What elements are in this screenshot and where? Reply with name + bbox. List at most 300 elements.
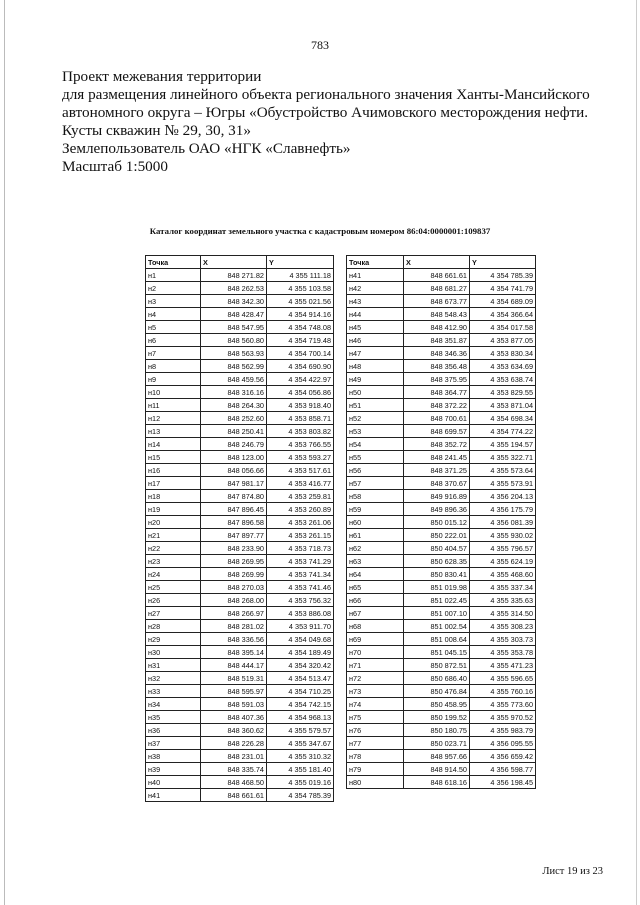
- table-row: [347, 620, 536, 633]
- cell-point: н6: [146, 334, 201, 347]
- table-row: [347, 477, 536, 490]
- cell-x: 848 316.16: [201, 386, 267, 399]
- table-row: [146, 607, 334, 620]
- cell-y: 4 353 830.34: [470, 347, 536, 360]
- table-row: [146, 789, 334, 802]
- cell-point: н13: [146, 425, 201, 438]
- cell-y: 4 355 471.23: [470, 659, 536, 672]
- table-row: [146, 451, 334, 464]
- column-header-point: Точка: [146, 256, 201, 269]
- cell-x: 848 364.77: [404, 386, 470, 399]
- cell-y: 4 354 968.13: [267, 711, 334, 724]
- cell-point: н54: [347, 438, 404, 451]
- cell-x: 851 045.15: [404, 646, 470, 659]
- table-row: [146, 581, 334, 594]
- cell-x: 848 700.61: [404, 412, 470, 425]
- cell-y: 4 353 260.89: [267, 503, 334, 516]
- table-row: [146, 373, 334, 386]
- table-row: [347, 568, 536, 581]
- cell-x: 850 015.12: [404, 516, 470, 529]
- table-row: [347, 529, 536, 542]
- table-row: [347, 555, 536, 568]
- cell-y: 4 354 422.97: [267, 373, 334, 386]
- cell-point: н55: [347, 451, 404, 464]
- cell-y: 4 354 049.68: [267, 633, 334, 646]
- cell-x: 850 458.95: [404, 698, 470, 711]
- table-row: [347, 451, 536, 464]
- table-row: [146, 386, 334, 399]
- heading-line: Кусты скважин № 29, 30, 31»: [62, 122, 251, 139]
- cell-y: 4 353 918.40: [267, 399, 334, 412]
- cell-point: н2: [146, 282, 201, 295]
- cell-y: 4 355 970.52: [470, 711, 536, 724]
- cell-x: 848 412.90: [404, 321, 470, 334]
- cell-x: 849 896.36: [404, 503, 470, 516]
- cell-y: 4 355 335.63: [470, 594, 536, 607]
- table-row: [347, 334, 536, 347]
- cell-y: 4 353 871.04: [470, 399, 536, 412]
- cell-point: н38: [146, 750, 201, 763]
- cell-x: 847 981.17: [201, 477, 267, 490]
- cell-y: 4 355 573.91: [470, 477, 536, 490]
- table-row: [146, 295, 334, 308]
- cell-y: 4 355 983.79: [470, 724, 536, 737]
- cell-x: 851 019.98: [404, 581, 470, 594]
- cell-x: 848 250.41: [201, 425, 267, 438]
- cell-x: 848 246.79: [201, 438, 267, 451]
- heading-line: автономного округа – Югры «Обустройство Ачимовского месторождения нефти.: [62, 104, 589, 121]
- cell-x: 848 352.72: [404, 438, 470, 451]
- table-row: [146, 308, 334, 321]
- cell-x: 848 673.77: [404, 295, 470, 308]
- cell-point: н58: [347, 490, 404, 503]
- cell-x: 848 375.95: [404, 373, 470, 386]
- cell-x: 850 023.71: [404, 737, 470, 750]
- column-header-point: Точка: [347, 256, 404, 269]
- table-row: [347, 607, 536, 620]
- cell-x: 848 056.66: [201, 464, 267, 477]
- cell-x: 848 681.27: [404, 282, 470, 295]
- cell-x: 848 548.43: [404, 308, 470, 321]
- cell-y: 4 354 366.64: [470, 308, 536, 321]
- table-row: [347, 438, 536, 451]
- cell-point: н78: [347, 750, 404, 763]
- cell-x: 851 007.10: [404, 607, 470, 620]
- cell-y: 4 354 698.34: [470, 412, 536, 425]
- cell-y: 4 355 353.78: [470, 646, 536, 659]
- cell-point: н31: [146, 659, 201, 672]
- table-row: [347, 490, 536, 503]
- cell-point: н12: [146, 412, 201, 425]
- cell-point: н50: [347, 386, 404, 399]
- cell-y: 4 354 690.90: [267, 360, 334, 373]
- cell-point: н60: [347, 516, 404, 529]
- cell-point: н10: [146, 386, 201, 399]
- cell-y: 4 353 829.55: [470, 386, 536, 399]
- cell-x: 851 002.54: [404, 620, 470, 633]
- cell-y: 4 353 261.06: [267, 516, 334, 529]
- cell-x: 848 407.36: [201, 711, 267, 724]
- cell-point: н30: [146, 646, 201, 659]
- cell-x: 848 269.95: [201, 555, 267, 568]
- cell-point: н39: [146, 763, 201, 776]
- cell-x: 848 468.50: [201, 776, 267, 789]
- cell-y: 4 354 700.14: [267, 347, 334, 360]
- table-row: [146, 724, 334, 737]
- cell-point: н14: [146, 438, 201, 451]
- table-row: [347, 737, 536, 750]
- cell-point: н70: [347, 646, 404, 659]
- cell-point: н22: [146, 542, 201, 555]
- table-row: [146, 321, 334, 334]
- cell-x: 848 351.87: [404, 334, 470, 347]
- cell-x: 848 268.00: [201, 594, 267, 607]
- cell-x: 848 661.61: [201, 789, 267, 802]
- table-row: [347, 542, 536, 555]
- cell-x: 848 336.56: [201, 633, 267, 646]
- cell-point: н5: [146, 321, 201, 334]
- heading-line: Проект межевания территории: [62, 68, 262, 85]
- page-number: 783: [311, 38, 329, 52]
- cell-point: н75: [347, 711, 404, 724]
- cell-y: 4 355 596.65: [470, 672, 536, 685]
- cell-y: 4 354 189.49: [267, 646, 334, 659]
- cell-x: 848 519.31: [201, 672, 267, 685]
- cell-x: 848 618.16: [404, 776, 470, 789]
- cell-point: н66: [347, 594, 404, 607]
- cell-x: 847 896.45: [201, 503, 267, 516]
- cell-point: н27: [146, 607, 201, 620]
- cell-x: 848 252.60: [201, 412, 267, 425]
- cell-y: 4 356 175.79: [470, 503, 536, 516]
- cell-point: н33: [146, 685, 201, 698]
- cell-y: 4 353 741.46: [267, 581, 334, 594]
- cell-y: 4 355 347.67: [267, 737, 334, 750]
- cell-y: 4 355 322.71: [470, 451, 536, 464]
- cell-point: н34: [146, 698, 201, 711]
- heading-line: Землепользователь ОАО «НГК «Славнефть»: [62, 140, 351, 157]
- cell-point: н73: [347, 685, 404, 698]
- table-row: [347, 347, 536, 360]
- table-row: [347, 698, 536, 711]
- table-row: [146, 698, 334, 711]
- table-row: [146, 464, 334, 477]
- table-row: [146, 620, 334, 633]
- cell-x: 848 269.99: [201, 568, 267, 581]
- cell-x: 848 560.80: [201, 334, 267, 347]
- table-row: [347, 464, 536, 477]
- scan-edge-left: [4, 0, 5, 905]
- cell-point: н32: [146, 672, 201, 685]
- cell-x: 848 591.03: [201, 698, 267, 711]
- cell-point: н43: [347, 295, 404, 308]
- table-row: [347, 646, 536, 659]
- table-row: [146, 503, 334, 516]
- cell-x: 848 661.61: [404, 269, 470, 282]
- cell-x: 848 914.50: [404, 763, 470, 776]
- heading-line: Масштаб 1:5000: [62, 158, 168, 175]
- cell-point: н21: [146, 529, 201, 542]
- cell-x: 848 371.25: [404, 464, 470, 477]
- cell-y: 4 353 741.29: [267, 555, 334, 568]
- cell-x: 848 123.00: [201, 451, 267, 464]
- cell-y: 4 355 314.50: [470, 607, 536, 620]
- cell-y: 4 355 760.16: [470, 685, 536, 698]
- cell-x: 848 563.93: [201, 347, 267, 360]
- cell-y: 4 355 181.40: [267, 763, 334, 776]
- cell-y: 4 353 766.55: [267, 438, 334, 451]
- cell-point: н11: [146, 399, 201, 412]
- table-row: [146, 633, 334, 646]
- scan-edge-right: [636, 0, 637, 905]
- cell-point: н16: [146, 464, 201, 477]
- cell-x: 851 008.64: [404, 633, 470, 646]
- table-row: [347, 711, 536, 724]
- cell-y: 4 356 204.13: [470, 490, 536, 503]
- table-row: [347, 295, 536, 308]
- table-row: [347, 594, 536, 607]
- cell-x: 850 222.01: [404, 529, 470, 542]
- cell-x: 848 372.22: [404, 399, 470, 412]
- cell-x: 848 264.30: [201, 399, 267, 412]
- table-row: [146, 776, 334, 789]
- cell-point: н17: [146, 477, 201, 490]
- cell-x: 848 595.97: [201, 685, 267, 698]
- cell-x: 850 830.41: [404, 568, 470, 581]
- cell-x: 848 547.95: [201, 321, 267, 334]
- cell-x: 848 356.48: [404, 360, 470, 373]
- sheet-footer: Лист 19 из 23: [542, 866, 603, 877]
- cell-x: 847 896.58: [201, 516, 267, 529]
- cell-point: н77: [347, 737, 404, 750]
- cell-point: н36: [146, 724, 201, 737]
- cell-y: 4 355 573.64: [470, 464, 536, 477]
- table-row: [146, 711, 334, 724]
- cell-x: 848 459.56: [201, 373, 267, 386]
- cell-y: 4 355 468.60: [470, 568, 536, 581]
- table-row: [347, 399, 536, 412]
- cell-y: 4 353 911.70: [267, 620, 334, 633]
- cell-y: 4 354 785.39: [470, 269, 536, 282]
- cell-y: 4 354 513.47: [267, 672, 334, 685]
- catalog-title: Каталог координат земельного участка с кадастровым номером 86:04:0000001:109837: [149, 226, 491, 236]
- cell-point: н24: [146, 568, 201, 581]
- table-row: [347, 269, 536, 282]
- table-row: [347, 633, 536, 646]
- cell-point: н41: [347, 269, 404, 282]
- table-header-row: [146, 256, 334, 269]
- cell-point: н48: [347, 360, 404, 373]
- cell-x: 850 404.57: [404, 542, 470, 555]
- cell-point: н35: [146, 711, 201, 724]
- cell-x: 850 686.40: [404, 672, 470, 685]
- cell-x: 850 872.51: [404, 659, 470, 672]
- cell-point: н62: [347, 542, 404, 555]
- cell-y: 4 355 579.57: [267, 724, 334, 737]
- cell-y: 4 353 593.27: [267, 451, 334, 464]
- cell-y: 4 354 742.15: [267, 698, 334, 711]
- column-header-x: X: [201, 256, 267, 269]
- cell-point: н7: [146, 347, 201, 360]
- cell-x: 848 335.74: [201, 763, 267, 776]
- cell-y: 4 353 803.82: [267, 425, 334, 438]
- table-row: [146, 477, 334, 490]
- project-heading: [62, 68, 622, 176]
- cell-point: н42: [347, 282, 404, 295]
- cell-y: 4 353 634.69: [470, 360, 536, 373]
- cell-y: 4 355 773.60: [470, 698, 536, 711]
- cell-y: 4 355 303.73: [470, 633, 536, 646]
- cell-x: 848 271.82: [201, 269, 267, 282]
- table-row: [146, 438, 334, 451]
- cell-y: 4 354 689.09: [470, 295, 536, 308]
- cell-point: н41: [146, 789, 201, 802]
- cell-point: н69: [347, 633, 404, 646]
- cell-x: 848 233.90: [201, 542, 267, 555]
- cell-point: н59: [347, 503, 404, 516]
- table-row: [347, 724, 536, 737]
- cell-point: н37: [146, 737, 201, 750]
- table-row: [347, 659, 536, 672]
- cell-point: н45: [347, 321, 404, 334]
- cell-point: н47: [347, 347, 404, 360]
- cell-y: 4 353 259.81: [267, 490, 334, 503]
- cell-point: н46: [347, 334, 404, 347]
- table-row: [146, 763, 334, 776]
- table-row: [146, 412, 334, 425]
- cell-point: н65: [347, 581, 404, 594]
- table-row: [146, 360, 334, 373]
- cell-x: 848 360.62: [201, 724, 267, 737]
- cell-y: 4 355 103.58: [267, 282, 334, 295]
- cell-y: 4 354 710.25: [267, 685, 334, 698]
- table-row: [146, 269, 334, 282]
- cell-point: н53: [347, 425, 404, 438]
- table-body-right: [347, 269, 536, 789]
- table-row: [347, 581, 536, 594]
- coordinates-table-left: [145, 255, 334, 802]
- cell-x: 849 916.89: [404, 490, 470, 503]
- cell-y: 4 356 081.39: [470, 516, 536, 529]
- table-row: [347, 503, 536, 516]
- table-row: [146, 685, 334, 698]
- cell-point: н74: [347, 698, 404, 711]
- cell-y: 4 354 056.86: [267, 386, 334, 399]
- cell-y: 4 354 741.79: [470, 282, 536, 295]
- cell-y: 4 355 194.57: [470, 438, 536, 451]
- cell-x: 848 281.02: [201, 620, 267, 633]
- cell-point: н68: [347, 620, 404, 633]
- cell-point: н15: [146, 451, 201, 464]
- cell-point: н29: [146, 633, 201, 646]
- cell-point: н63: [347, 555, 404, 568]
- cell-y: 4 353 877.05: [470, 334, 536, 347]
- table-body-left: [146, 269, 334, 802]
- cell-y: 4 353 741.34: [267, 568, 334, 581]
- cell-point: н20: [146, 516, 201, 529]
- cell-point: н4: [146, 308, 201, 321]
- cell-y: 4 353 638.74: [470, 373, 536, 386]
- table-row: [347, 750, 536, 763]
- table-row: [347, 776, 536, 789]
- table-row: [347, 282, 536, 295]
- column-header-y: Y: [267, 256, 334, 269]
- cell-x: 848 562.99: [201, 360, 267, 373]
- cell-x: 848 241.45: [404, 451, 470, 464]
- cell-point: н40: [146, 776, 201, 789]
- cell-x: 848 231.01: [201, 750, 267, 763]
- cell-x: 850 628.35: [404, 555, 470, 568]
- table-row: [146, 282, 334, 295]
- cell-y: 4 354 748.08: [267, 321, 334, 334]
- table-row: [146, 347, 334, 360]
- cell-y: 4 354 914.16: [267, 308, 334, 321]
- cell-x: 848 444.17: [201, 659, 267, 672]
- table-row: [347, 672, 536, 685]
- cell-x: 847 897.77: [201, 529, 267, 542]
- cell-point: н76: [347, 724, 404, 737]
- cell-y: 4 355 310.32: [267, 750, 334, 763]
- cell-point: н8: [146, 360, 201, 373]
- cell-y: 4 355 019.16: [267, 776, 334, 789]
- table-row: [347, 425, 536, 438]
- table-row: [146, 750, 334, 763]
- table-row: [146, 646, 334, 659]
- cell-point: н79: [347, 763, 404, 776]
- table-row: [146, 490, 334, 503]
- cell-point: н71: [347, 659, 404, 672]
- table-row: [146, 737, 334, 750]
- table-row: [146, 399, 334, 412]
- table-row: [146, 334, 334, 347]
- cell-x: 848 699.57: [404, 425, 470, 438]
- cell-point: н72: [347, 672, 404, 685]
- cell-x: 848 226.28: [201, 737, 267, 750]
- cell-x: 848 262.53: [201, 282, 267, 295]
- cell-y: 4 355 111.18: [267, 269, 334, 282]
- cell-y: 4 355 337.34: [470, 581, 536, 594]
- cell-point: н64: [347, 568, 404, 581]
- cell-y: 4 355 796.57: [470, 542, 536, 555]
- table-row: [146, 672, 334, 685]
- cell-y: 4 356 095.55: [470, 737, 536, 750]
- table-row: [347, 360, 536, 373]
- table-row: [347, 386, 536, 399]
- cell-y: 4 353 261.15: [267, 529, 334, 542]
- cell-y: 4 355 021.56: [267, 295, 334, 308]
- table-row: [146, 516, 334, 529]
- table-row: [146, 529, 334, 542]
- cell-y: 4 353 886.08: [267, 607, 334, 620]
- table-header-row: [347, 256, 536, 269]
- cell-x: 848 428.47: [201, 308, 267, 321]
- cell-point: н25: [146, 581, 201, 594]
- table-row: [347, 308, 536, 321]
- cell-point: н51: [347, 399, 404, 412]
- cell-y: 4 354 785.39: [267, 789, 334, 802]
- table-row: [146, 425, 334, 438]
- heading-line: для размещения линейного объекта регионального значения Ханты-Мансийского: [62, 86, 590, 103]
- table-row: [146, 659, 334, 672]
- cell-y: 4 355 308.23: [470, 620, 536, 633]
- cell-y: 4 356 598.77: [470, 763, 536, 776]
- cell-point: н26: [146, 594, 201, 607]
- coordinates-table-right: [346, 255, 536, 789]
- cell-y: 4 356 198.45: [470, 776, 536, 789]
- cell-y: 4 354 320.42: [267, 659, 334, 672]
- cell-point: н61: [347, 529, 404, 542]
- cell-y: 4 354 017.58: [470, 321, 536, 334]
